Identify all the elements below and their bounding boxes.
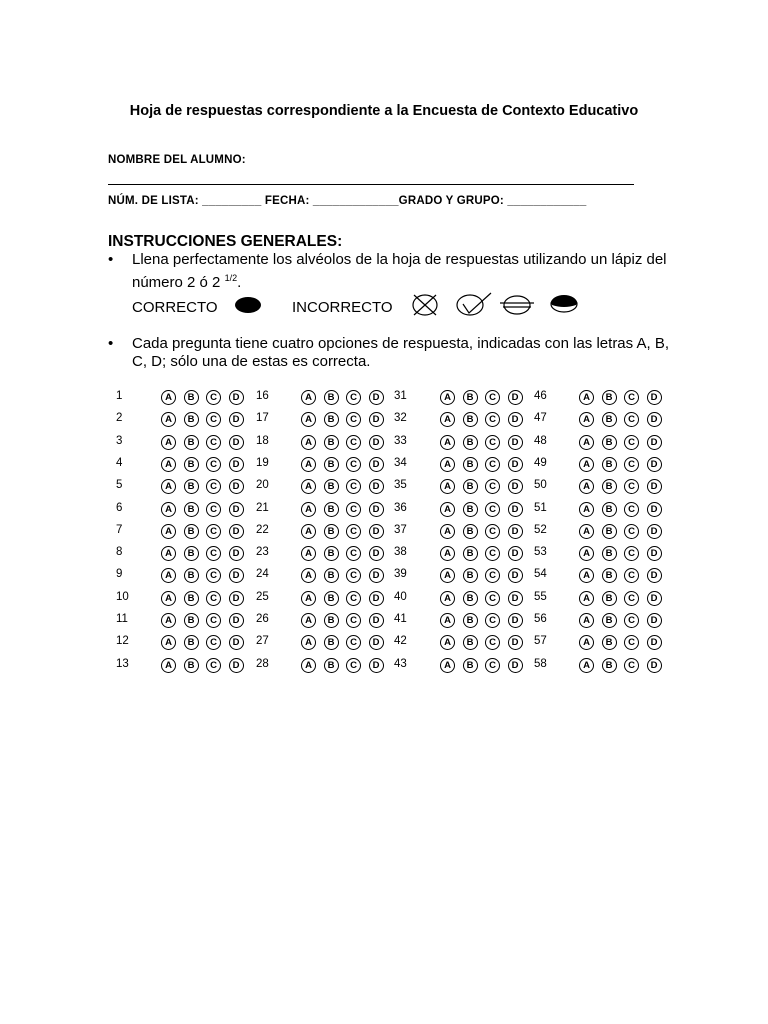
correct-label: CORRECTO bbox=[132, 299, 218, 316]
answer-bubble-d[interactable]: D bbox=[369, 524, 384, 539]
answer-bubble-b[interactable]: B bbox=[602, 479, 617, 494]
answer-bubble-d[interactable]: D bbox=[647, 524, 662, 539]
answer-bubble-c[interactable]: C bbox=[206, 546, 221, 561]
answer-bubble-b[interactable]: B bbox=[324, 658, 339, 673]
question-number: 6 bbox=[116, 501, 123, 514]
answer-bubble-d[interactable]: D bbox=[229, 613, 244, 628]
answer-bubble-a[interactable]: A bbox=[161, 412, 176, 427]
instruction-1-text: Llena perfectamente los alvéolos de la hoja de respuestas utilizando un lápiz del número 2 ó 2 bbox=[132, 251, 667, 291]
answer-bubble-a[interactable]: A bbox=[440, 524, 455, 539]
answer-bubble-d[interactable]: D bbox=[229, 635, 244, 650]
answer-bubble-d[interactable]: D bbox=[508, 524, 523, 539]
answer-bubble-a[interactable]: A bbox=[161, 435, 176, 450]
answer-bubble-c[interactable]: C bbox=[624, 502, 639, 517]
answer-bubble-c[interactable]: C bbox=[485, 613, 500, 628]
answer-bubble-a[interactable]: A bbox=[161, 613, 176, 628]
answer-bubble-b[interactable]: B bbox=[602, 591, 617, 606]
answer-bubble-a[interactable]: A bbox=[301, 435, 316, 450]
answer-bubble-b[interactable]: B bbox=[602, 390, 617, 405]
answer-bubble-b[interactable]: B bbox=[324, 479, 339, 494]
answer-bubble-d[interactable]: D bbox=[229, 435, 244, 450]
answer-bubble-b[interactable]: B bbox=[184, 479, 199, 494]
question-number: 24 bbox=[256, 568, 269, 581]
answer-bubble-d[interactable]: D bbox=[647, 613, 662, 628]
answer-bubble-a[interactable]: A bbox=[301, 568, 316, 583]
answer-bubble-b[interactable]: B bbox=[324, 613, 339, 628]
answer-bubble-b[interactable]: B bbox=[463, 591, 478, 606]
answer-bubble-d[interactable]: D bbox=[647, 479, 662, 494]
answer-bubble-b[interactable]: B bbox=[463, 435, 478, 450]
answer-bubble-d[interactable]: D bbox=[647, 502, 662, 517]
answer-bubble-a[interactable]: A bbox=[440, 546, 455, 561]
answer-bubble-b[interactable]: B bbox=[184, 390, 199, 405]
answer-bubble-b[interactable]: B bbox=[602, 524, 617, 539]
answer-bubble-b[interactable]: B bbox=[184, 658, 199, 673]
answer-bubble-d[interactable]: D bbox=[647, 591, 662, 606]
answer-bubble-c[interactable]: C bbox=[206, 435, 221, 450]
answer-bubble-a[interactable]: A bbox=[301, 479, 316, 494]
answer-bubble-c[interactable]: C bbox=[346, 591, 361, 606]
question-number: 48 bbox=[534, 434, 547, 447]
answer-bubble-d[interactable]: D bbox=[369, 658, 384, 673]
answer-bubble-b[interactable]: B bbox=[602, 412, 617, 427]
answer-bubble-b[interactable]: B bbox=[602, 546, 617, 561]
answer-bubble-d[interactable]: D bbox=[369, 613, 384, 628]
answer-bubble-b[interactable]: B bbox=[463, 390, 478, 405]
question-number: 10 bbox=[116, 590, 129, 603]
answer-bubble-b[interactable]: B bbox=[324, 546, 339, 561]
answer-bubble-b[interactable]: B bbox=[463, 412, 478, 427]
question-number: 36 bbox=[394, 501, 407, 514]
question-number: 57 bbox=[534, 635, 547, 648]
answer-bubble-b[interactable]: B bbox=[602, 435, 617, 450]
instruction-2-text: Cada pregunta tiene cuatro opciones de respuesta, indicadas con las letras A, B, C, D; sólo una de estas es correcta. bbox=[132, 335, 670, 370]
answer-bubble-c[interactable]: C bbox=[624, 658, 639, 673]
answer-bubble-d[interactable]: D bbox=[369, 479, 384, 494]
question-number: 47 bbox=[534, 412, 547, 425]
answer-bubble-b[interactable]: B bbox=[324, 568, 339, 583]
answer-bubble-b[interactable]: B bbox=[184, 591, 199, 606]
answer-bubble-c[interactable]: C bbox=[485, 457, 500, 472]
answer-bubble-d[interactable]: D bbox=[369, 435, 384, 450]
answer-bubble-d[interactable]: D bbox=[229, 502, 244, 517]
answer-bubble-a[interactable]: A bbox=[301, 502, 316, 517]
question-number: 33 bbox=[394, 434, 407, 447]
answer-bubble-a[interactable]: A bbox=[440, 435, 455, 450]
question-number: 56 bbox=[534, 613, 547, 625]
answer-bubble-b[interactable]: B bbox=[602, 568, 617, 583]
answer-bubble-d[interactable]: D bbox=[229, 390, 244, 405]
question-number: 53 bbox=[534, 546, 547, 559]
answer-bubble-a[interactable]: A bbox=[161, 635, 176, 650]
answer-bubble-a[interactable]: A bbox=[579, 658, 594, 673]
question-number: 34 bbox=[394, 456, 407, 469]
answer-bubble-b[interactable]: B bbox=[602, 613, 617, 628]
answer-bubble-d[interactable]: D bbox=[508, 635, 523, 650]
answer-bubble-c[interactable]: C bbox=[206, 479, 221, 494]
answer-bubble-c[interactable]: C bbox=[485, 591, 500, 606]
answer-bubble-b[interactable]: B bbox=[463, 613, 478, 628]
answer-bubble-a[interactable]: A bbox=[579, 613, 594, 628]
answer-bubble-c[interactable]: C bbox=[485, 524, 500, 539]
question-number: 49 bbox=[534, 456, 547, 469]
answer-bubble-d[interactable]: D bbox=[229, 479, 244, 494]
answer-bubble-d[interactable]: D bbox=[229, 658, 244, 673]
answer-bubble-b[interactable]: B bbox=[324, 635, 339, 650]
question-number: 51 bbox=[534, 501, 547, 514]
answer-bubble-c[interactable]: C bbox=[346, 658, 361, 673]
answer-bubble-c[interactable]: C bbox=[206, 635, 221, 650]
answer-bubble-c[interactable]: C bbox=[206, 613, 221, 628]
answer-bubble-a[interactable]: A bbox=[579, 457, 594, 472]
answer-bubble-d[interactable]: D bbox=[508, 412, 523, 427]
answer-bubble-c[interactable]: C bbox=[485, 390, 500, 405]
answer-bubble-c[interactable]: C bbox=[485, 568, 500, 583]
answer-bubble-d[interactable]: D bbox=[369, 635, 384, 650]
question-number: 42 bbox=[394, 635, 407, 648]
question-number: 11 bbox=[116, 613, 128, 625]
question-number: 58 bbox=[534, 657, 547, 670]
question-number: 46 bbox=[534, 390, 547, 402]
answer-bubble-d[interactable]: D bbox=[508, 546, 523, 561]
answer-bubble-c[interactable]: C bbox=[485, 546, 500, 561]
question-number: 37 bbox=[394, 523, 407, 536]
answer-bubble-d[interactable]: D bbox=[229, 524, 244, 539]
answer-bubble-c[interactable]: C bbox=[485, 479, 500, 494]
answer-bubble-c[interactable]: C bbox=[624, 635, 639, 650]
answer-bubble-a[interactable]: A bbox=[161, 546, 176, 561]
answer-bubble-c[interactable]: C bbox=[624, 613, 639, 628]
answer-bubble-d[interactable]: D bbox=[647, 435, 662, 450]
answer-bubble-d[interactable]: D bbox=[229, 457, 244, 472]
answer-bubble-b[interactable]: B bbox=[324, 502, 339, 517]
incorrect-check-mark-icon bbox=[455, 290, 495, 318]
answer-bubble-c[interactable]: C bbox=[624, 479, 639, 494]
answer-bubble-a[interactable]: A bbox=[161, 568, 176, 583]
question-number: 8 bbox=[116, 546, 123, 559]
answer-bubble-a[interactable]: A bbox=[301, 412, 316, 427]
question-number: 18 bbox=[256, 434, 269, 447]
answer-bubble-a[interactable]: A bbox=[579, 412, 594, 427]
question-number: 3 bbox=[116, 434, 123, 447]
question-number: 13 bbox=[116, 657, 129, 670]
answer-bubble-d[interactable]: D bbox=[369, 546, 384, 561]
answer-bubble-a[interactable]: A bbox=[161, 524, 176, 539]
answer-bubble-a[interactable]: A bbox=[440, 457, 455, 472]
answer-bubble-a[interactable]: A bbox=[301, 390, 316, 405]
answer-bubble-d[interactable]: D bbox=[508, 568, 523, 583]
answer-bubble-a[interactable]: A bbox=[440, 502, 455, 517]
answer-bubble-d[interactable]: D bbox=[229, 546, 244, 561]
answer-bubble-b[interactable]: B bbox=[324, 435, 339, 450]
question-number: 20 bbox=[256, 479, 269, 492]
answer-bubble-a[interactable]: A bbox=[440, 568, 455, 583]
question-number: 38 bbox=[394, 546, 407, 559]
answer-bubble-c[interactable]: C bbox=[624, 591, 639, 606]
question-number: 5 bbox=[116, 479, 123, 492]
instruction-1-end: . bbox=[237, 274, 242, 291]
answer-bubble-a[interactable]: A bbox=[301, 457, 316, 472]
question-number: 27 bbox=[256, 635, 269, 648]
answer-bubble-a[interactable]: A bbox=[440, 412, 455, 427]
question-number: 52 bbox=[534, 523, 547, 536]
answer-bubble-a[interactable]: A bbox=[579, 390, 594, 405]
answer-bubble-d[interactable]: D bbox=[369, 591, 384, 606]
answer-bubble-a[interactable]: A bbox=[579, 546, 594, 561]
answer-bubble-a[interactable]: A bbox=[440, 390, 455, 405]
answer-bubble-b[interactable]: B bbox=[184, 613, 199, 628]
answer-bubble-c[interactable]: C bbox=[346, 568, 361, 583]
answer-bubble-c[interactable]: C bbox=[346, 479, 361, 494]
answer-bubble-c[interactable]: C bbox=[346, 546, 361, 561]
answer-bubble-c[interactable]: C bbox=[346, 613, 361, 628]
answer-bubble-c[interactable]: C bbox=[624, 435, 639, 450]
answer-bubble-d[interactable]: D bbox=[369, 568, 384, 583]
answer-bubble-b[interactable]: B bbox=[324, 390, 339, 405]
answer-bubble-c[interactable]: C bbox=[206, 568, 221, 583]
answer-bubble-d[interactable]: D bbox=[647, 390, 662, 405]
question-number: 4 bbox=[116, 456, 123, 469]
answer-bubble-a[interactable]: A bbox=[301, 658, 316, 673]
answer-bubble-c[interactable]: C bbox=[206, 412, 221, 427]
question-number: 25 bbox=[256, 590, 269, 603]
answer-bubble-b[interactable]: B bbox=[184, 635, 199, 650]
answer-bubble-c[interactable]: C bbox=[206, 658, 221, 673]
answer-bubble-d[interactable]: D bbox=[508, 390, 523, 405]
answer-bubble-c[interactable]: C bbox=[346, 457, 361, 472]
question-number: 39 bbox=[394, 568, 407, 581]
question-number: 40 bbox=[394, 590, 407, 603]
answer-bubble-b[interactable]: B bbox=[184, 568, 199, 583]
incorrect-line-mark-icon bbox=[500, 293, 536, 317]
incorrect-partial-fill-icon bbox=[549, 293, 579, 315]
answer-bubble-b[interactable]: B bbox=[463, 479, 478, 494]
answer-bubble-b[interactable]: B bbox=[463, 457, 478, 472]
answer-bubble-d[interactable]: D bbox=[369, 502, 384, 517]
answer-bubble-d[interactable]: D bbox=[229, 412, 244, 427]
answer-bubble-a[interactable]: A bbox=[301, 635, 316, 650]
answer-bubble-b[interactable]: B bbox=[463, 568, 478, 583]
answer-bubble-d[interactable]: D bbox=[508, 479, 523, 494]
answer-bubble-c[interactable]: C bbox=[346, 390, 361, 405]
bullet-icon: • bbox=[108, 251, 114, 268]
answer-bubble-c[interactable]: C bbox=[485, 412, 500, 427]
answer-bubble-c[interactable]: C bbox=[346, 635, 361, 650]
answer-bubble-b[interactable]: B bbox=[324, 591, 339, 606]
question-number: 17 bbox=[256, 412, 269, 425]
incorrect-cross-mark-icon bbox=[410, 292, 440, 318]
answer-bubble-b[interactable]: B bbox=[463, 524, 478, 539]
answer-bubble-b[interactable]: B bbox=[184, 502, 199, 517]
answer-bubble-c[interactable]: C bbox=[624, 568, 639, 583]
answer-bubble-d[interactable]: D bbox=[369, 412, 384, 427]
question-number: 23 bbox=[256, 546, 269, 559]
answer-bubble-a[interactable]: A bbox=[579, 635, 594, 650]
answer-bubble-d[interactable]: D bbox=[647, 546, 662, 561]
answer-bubble-a[interactable]: A bbox=[440, 635, 455, 650]
question-number: 50 bbox=[534, 479, 547, 492]
answer-bubble-a[interactable]: A bbox=[440, 591, 455, 606]
answer-bubble-a[interactable]: A bbox=[301, 591, 316, 606]
answer-bubble-d[interactable]: D bbox=[647, 457, 662, 472]
answer-bubble-d[interactable]: D bbox=[647, 568, 662, 583]
question-number: 12 bbox=[116, 635, 129, 648]
question-number: 22 bbox=[256, 523, 269, 536]
answer-bubble-a[interactable]: A bbox=[301, 546, 316, 561]
question-number: 26 bbox=[256, 613, 269, 625]
incorrect-label: INCORRECTO bbox=[292, 299, 393, 316]
answer-bubble-d[interactable]: D bbox=[229, 568, 244, 583]
answer-bubble-b[interactable]: B bbox=[602, 502, 617, 517]
answer-bubble-c[interactable]: C bbox=[624, 457, 639, 472]
answer-bubble-c[interactable]: C bbox=[485, 502, 500, 517]
answer-bubble-d[interactable]: D bbox=[647, 412, 662, 427]
question-number: 16 bbox=[256, 390, 269, 402]
answer-bubble-b[interactable]: B bbox=[184, 546, 199, 561]
answer-bubble-b[interactable]: B bbox=[324, 524, 339, 539]
answer-bubble-d[interactable]: D bbox=[369, 390, 384, 405]
question-number: 21 bbox=[256, 501, 269, 514]
answer-bubble-b[interactable]: B bbox=[324, 412, 339, 427]
answer-bubble-c[interactable]: C bbox=[346, 524, 361, 539]
answer-bubble-b[interactable]: B bbox=[463, 635, 478, 650]
answer-bubble-c[interactable]: C bbox=[485, 658, 500, 673]
answer-bubble-c[interactable]: C bbox=[624, 524, 639, 539]
answer-bubble-c[interactable]: C bbox=[346, 412, 361, 427]
answer-bubble-d[interactable]: D bbox=[508, 658, 523, 673]
question-number: 35 bbox=[394, 479, 407, 492]
question-number: 43 bbox=[394, 657, 407, 670]
instructions-heading: INSTRUCCIONES GENERALES: bbox=[108, 233, 343, 250]
answer-bubble-c[interactable]: C bbox=[624, 546, 639, 561]
answer-bubble-d[interactable]: D bbox=[508, 502, 523, 517]
answer-bubble-c[interactable]: C bbox=[346, 435, 361, 450]
answer-bubble-d[interactable]: D bbox=[508, 591, 523, 606]
bullet-icon: • bbox=[108, 335, 114, 352]
answer-bubble-c[interactable]: C bbox=[624, 412, 639, 427]
list-date-group-fields: NÚM. DE LISTA: _________ FECHA: _____________GRADO Y GRUPO: ____________ bbox=[108, 195, 587, 207]
answer-bubble-b[interactable]: B bbox=[463, 546, 478, 561]
answer-bubble-b[interactable]: B bbox=[184, 412, 199, 427]
question-number: 55 bbox=[534, 590, 547, 603]
answer-bubble-c[interactable]: C bbox=[346, 502, 361, 517]
answer-bubble-b[interactable]: B bbox=[602, 635, 617, 650]
answer-bubble-c[interactable]: C bbox=[485, 635, 500, 650]
answer-bubble-a[interactable]: A bbox=[579, 568, 594, 583]
answer-bubble-a[interactable]: A bbox=[161, 390, 176, 405]
answer-bubble-a[interactable]: A bbox=[161, 479, 176, 494]
answer-bubble-b[interactable]: B bbox=[184, 524, 199, 539]
answer-bubble-b[interactable]: B bbox=[602, 457, 617, 472]
answer-bubble-b[interactable]: B bbox=[184, 435, 199, 450]
question-number: 41 bbox=[394, 613, 407, 625]
answer-bubble-a[interactable]: A bbox=[161, 591, 176, 606]
question-number: 28 bbox=[256, 657, 269, 670]
answer-bubble-b[interactable]: B bbox=[463, 502, 478, 517]
question-number: 9 bbox=[116, 568, 123, 581]
answer-bubble-d[interactable]: D bbox=[647, 658, 662, 673]
answer-bubble-c[interactable]: C bbox=[485, 435, 500, 450]
answer-bubble-c[interactable]: C bbox=[206, 390, 221, 405]
instruction-1-superscript: 1/2 bbox=[224, 273, 238, 283]
student-name-label: NOMBRE DEL ALUMNO: bbox=[108, 154, 246, 166]
answer-bubble-b[interactable]: B bbox=[184, 457, 199, 472]
answer-bubble-a[interactable]: A bbox=[579, 524, 594, 539]
answer-bubble-b[interactable]: B bbox=[602, 658, 617, 673]
answer-bubble-d[interactable]: D bbox=[229, 591, 244, 606]
answer-bubble-c[interactable]: C bbox=[206, 502, 221, 517]
question-number: 54 bbox=[534, 568, 547, 581]
answer-bubble-c[interactable]: C bbox=[206, 591, 221, 606]
answer-bubble-a[interactable]: A bbox=[579, 435, 594, 450]
student-name-line bbox=[108, 184, 634, 185]
answer-bubble-a[interactable]: A bbox=[440, 658, 455, 673]
answer-bubble-a[interactable]: A bbox=[161, 457, 176, 472]
question-number: 7 bbox=[116, 523, 123, 536]
answer-bubble-a[interactable]: A bbox=[161, 502, 176, 517]
answer-bubble-c[interactable]: C bbox=[206, 524, 221, 539]
answer-bubble-a[interactable]: A bbox=[161, 658, 176, 673]
answer-bubble-d[interactable]: D bbox=[508, 435, 523, 450]
answer-bubble-a[interactable]: A bbox=[440, 613, 455, 628]
answer-bubble-a[interactable]: A bbox=[440, 479, 455, 494]
question-number: 19 bbox=[256, 456, 269, 469]
question-number: 2 bbox=[116, 412, 123, 425]
question-number: 1 bbox=[116, 390, 123, 402]
answer-bubble-b[interactable]: B bbox=[324, 457, 339, 472]
answer-bubble-d[interactable]: D bbox=[647, 635, 662, 650]
answer-bubble-a[interactable]: A bbox=[301, 613, 316, 628]
answer-bubble-a[interactable]: A bbox=[579, 479, 594, 494]
answer-bubble-d[interactable]: D bbox=[508, 613, 523, 628]
answer-bubble-a[interactable]: A bbox=[579, 591, 594, 606]
answer-bubble-a[interactable]: A bbox=[579, 502, 594, 517]
correct-filled-bubble-icon bbox=[234, 296, 264, 316]
answer-bubble-d[interactable]: D bbox=[369, 457, 384, 472]
answer-bubble-b[interactable]: B bbox=[463, 658, 478, 673]
answer-bubble-c[interactable]: C bbox=[206, 457, 221, 472]
answer-bubble-c[interactable]: C bbox=[624, 390, 639, 405]
question-number: 31 bbox=[394, 390, 407, 402]
question-number: 32 bbox=[394, 412, 407, 425]
answer-bubble-a[interactable]: A bbox=[301, 524, 316, 539]
page-title: Hoja de respuestas correspondiente a la Encuesta de Contexto Educativo bbox=[129, 103, 639, 119]
answer-bubble-d[interactable]: D bbox=[508, 457, 523, 472]
